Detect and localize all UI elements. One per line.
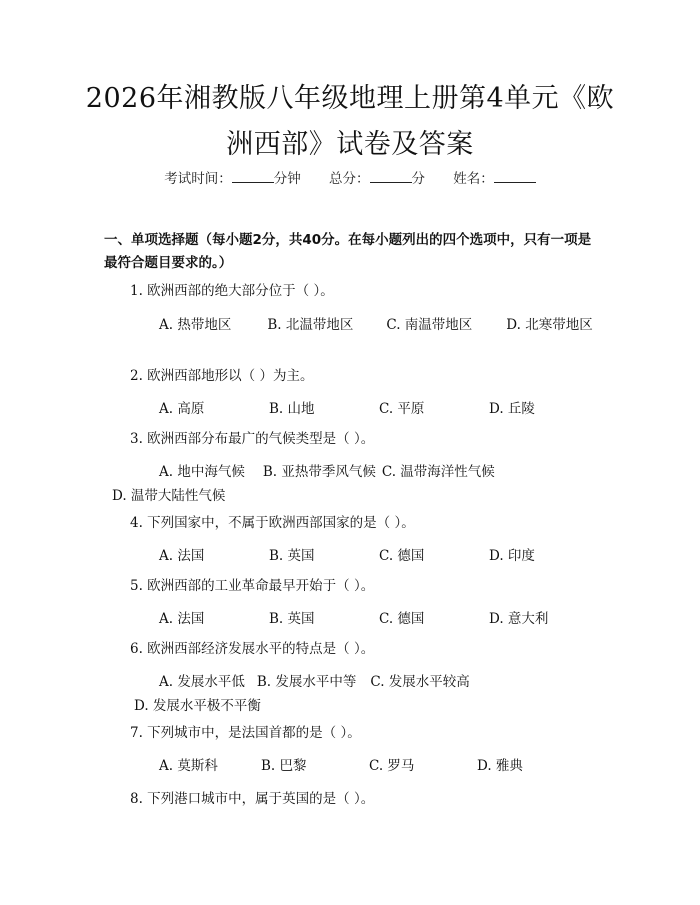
- option-b: B. 巴黎: [261, 758, 307, 774]
- question-4: 4. 下列国家中，不属于欧洲西部国家的是（ ）。: [130, 515, 415, 531]
- question-2: 2. 欧洲西部地形以（ ）为主。: [130, 368, 314, 384]
- option-a: A. 高原: [159, 401, 205, 417]
- option-d: D. 印度: [489, 548, 535, 564]
- title-line-2: 洲西部》试卷及答案: [226, 129, 474, 160]
- option-b: B. 英国: [269, 548, 315, 564]
- exam-info-line: [0, 167, 700, 187]
- option-c: C. 罗马: [369, 758, 415, 774]
- question-8: 8. 下列港口城市中，属于英国的是（ ）。: [130, 791, 375, 807]
- option-d: D. 丘陵: [489, 401, 535, 417]
- question-5-options: [104, 607, 599, 631]
- option-b: B. 山地: [269, 401, 315, 417]
- option-a: A. 莫斯科: [159, 758, 218, 774]
- option-d: D. 雅典: [477, 758, 523, 774]
- option-a: A. 地中海气候: [159, 464, 245, 480]
- section-heading: 一、单项选择题（每小题2分，共40分。在每小题列出的四个选项中，只有一项是最符合题目要求的。）: [104, 232, 592, 271]
- question-1: 1. 欧洲西部的绝大部分位于（ ）。: [130, 283, 334, 299]
- option-b: B. 发展水平中等: [256, 674, 357, 690]
- option-c: C. 德国: [379, 548, 425, 564]
- exam-time-unit: 分钟: [273, 171, 301, 187]
- option-b: B. 英国: [269, 611, 315, 627]
- exam-time-blank: [232, 170, 274, 183]
- question-6-options: [104, 670, 599, 718]
- option-c: C. 发展水平较高: [370, 674, 470, 690]
- option-b: B. 亚热带季风气候: [262, 464, 376, 480]
- option-a: A. 热带地区: [159, 317, 232, 333]
- name-field: [453, 171, 536, 187]
- question-4-options: [104, 544, 599, 568]
- exam-time-field: [164, 171, 301, 187]
- title-line-1: 2026年湘教版八年级地理上册第4单元《欧: [85, 83, 615, 114]
- question-7-options: [104, 754, 599, 778]
- option-c: C. 平原: [379, 401, 425, 417]
- option-d: D. 发展水平极不平衡: [134, 698, 261, 714]
- question-3-options: [104, 460, 599, 508]
- question-6: 6. 欧洲西部经济发展水平的特点是（ ）。: [130, 641, 375, 657]
- option-d: D. 温带大陆性气候: [112, 488, 226, 504]
- page-title: [60, 76, 640, 168]
- option-c: C. 德国: [379, 611, 425, 627]
- option-b: B. 北温带地区: [267, 317, 354, 333]
- name-blank: [494, 170, 536, 183]
- exam-time-label: 考试时间：: [164, 171, 232, 187]
- total-score-field: [329, 171, 425, 187]
- total-score-unit: 分: [411, 171, 425, 187]
- option-c: C. 南温带地区: [386, 317, 473, 333]
- total-score-label: 总分：: [329, 171, 370, 187]
- question-1-options: [104, 313, 599, 337]
- question-5: 5. 欧洲西部的工业革命最早开始于（ ）。: [130, 578, 375, 594]
- question-7: 7. 下列城市中，是法国首都的是（ ）。: [130, 725, 361, 741]
- option-a: A. 法国: [159, 548, 205, 564]
- question-3: 3. 欧洲西部分布最广的气候类型是（ ）。: [130, 431, 375, 447]
- name-label: 姓名：: [453, 171, 494, 187]
- option-a: A. 发展水平低: [159, 674, 245, 690]
- question-2-options: [104, 397, 599, 421]
- option-a: A. 法国: [159, 611, 205, 627]
- total-score-blank: [370, 170, 412, 183]
- option-d: D. 意大利: [489, 611, 549, 627]
- option-d: D. 北寒带地区: [506, 317, 593, 333]
- option-c: C. 温带海洋性气候: [381, 464, 495, 480]
